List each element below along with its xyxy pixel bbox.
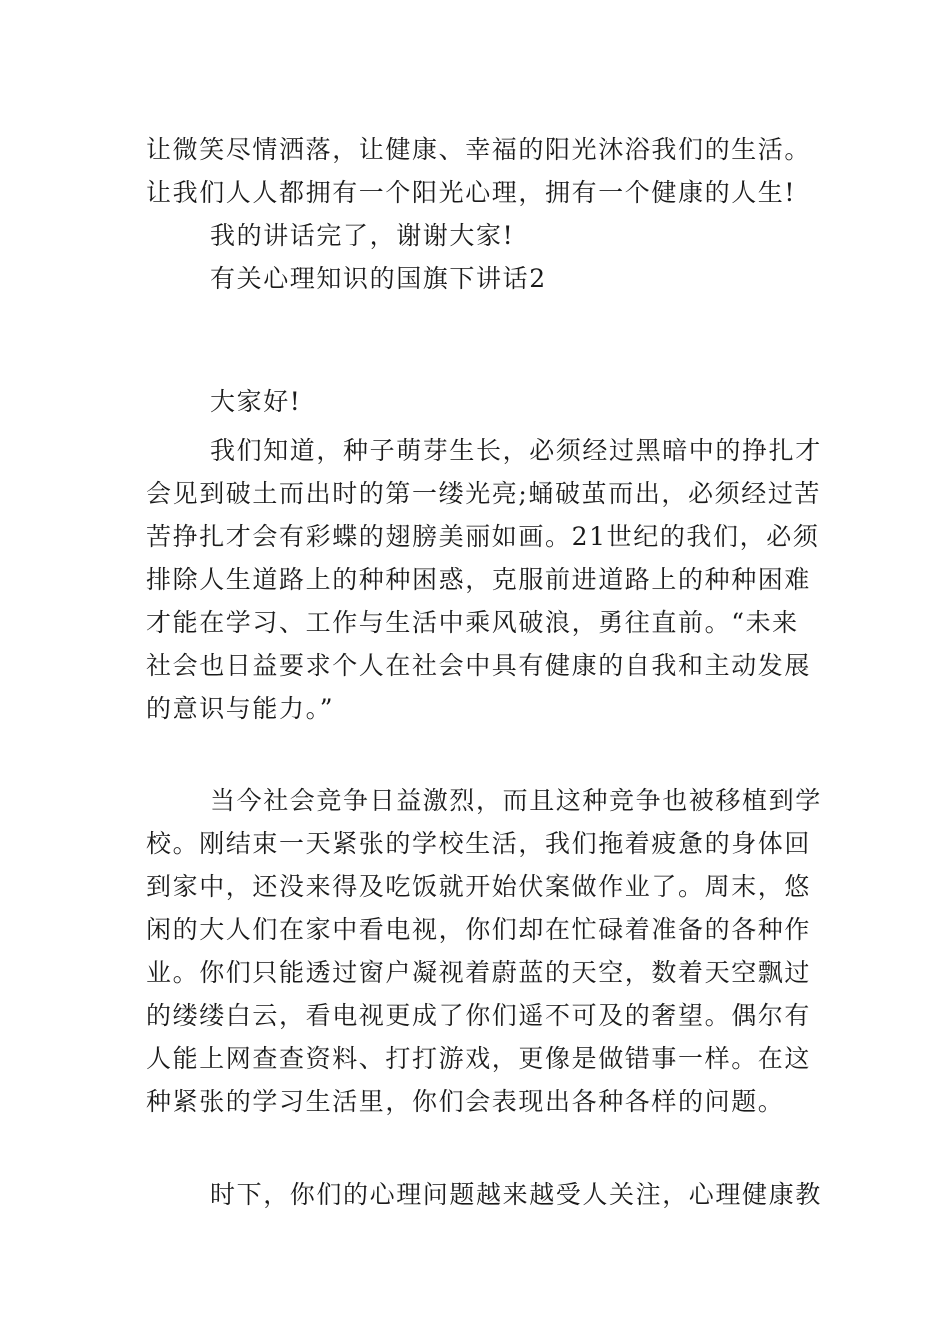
text-line: 校。刚结束一天紧张的学校生活，我们拖着疲惫的身体回 [146,829,812,858]
text-line: 闲的大人们在家中看电视，你们却在忙碌着准备的各种作 [146,915,812,944]
text-line: 人能上网查查资料、打打游戏，更像是做错事一样。在这 [146,1044,812,1073]
text-line: 时下，你们的心理问题越来越受人关注，心理健康教 [210,1180,822,1209]
paragraph-greeting [146,380,806,423]
text-line: 苦挣扎才会有彩蝶的翅膀美丽如画。21世纪的我们，必须 [146,522,820,551]
text-line: 我的讲话完了，谢谢大家! [210,221,515,250]
text-line: 到家中，还没来得及吃饭就开始伏案做作业了。周末，悠 [146,872,812,901]
text-line: 的缕缕白云，看电视更成了你们遥不可及的奢望。偶尔有 [146,1001,812,1030]
text-line: 会见到破土而出时的第一缕光亮;蛹破茧而出，必须经过苦 [146,479,822,508]
text-line: 种紧张的学习生活里，你们会表现出各种各样的问题。 [146,1087,785,1116]
text-line: 社会也日益要求个人在社会中具有健康的自我和主动发展 [146,651,812,680]
text-line: 大家好! [210,387,302,416]
paragraph-closing [146,128,812,300]
paragraph-2 [146,779,822,1123]
text-line: 我们知道，种子萌芽生长，必须经过黑暗中的挣扎才 [210,436,822,465]
text-line: 让微笑尽情洒落，让健康、幸福的阳光沐浴我们的生活。 [146,135,812,164]
text-line: 的意识与能力。” [146,694,335,723]
text-line: 让我们人人都拥有一个阳光心理，拥有一个健康的人生! [146,178,797,207]
paragraph-3 [146,1173,822,1216]
text-line: 排除人生道路上的种种困惑，克服前进道路上的种种困难 [146,565,812,594]
text-line: 才能在学习、工作与生活中乘风破浪，勇往直前。“未来 [146,608,799,637]
text-line: 当今社会竞争日益激烈，而且这种竞争也被移植到学 [210,786,822,815]
section-heading: 有关心理知识的国旗下讲话2 [210,264,547,293]
text-line: 业。你们只能透过窗户凝视着蔚蓝的天空，数着天空飘过 [146,958,812,987]
paragraph-1 [146,429,822,730]
